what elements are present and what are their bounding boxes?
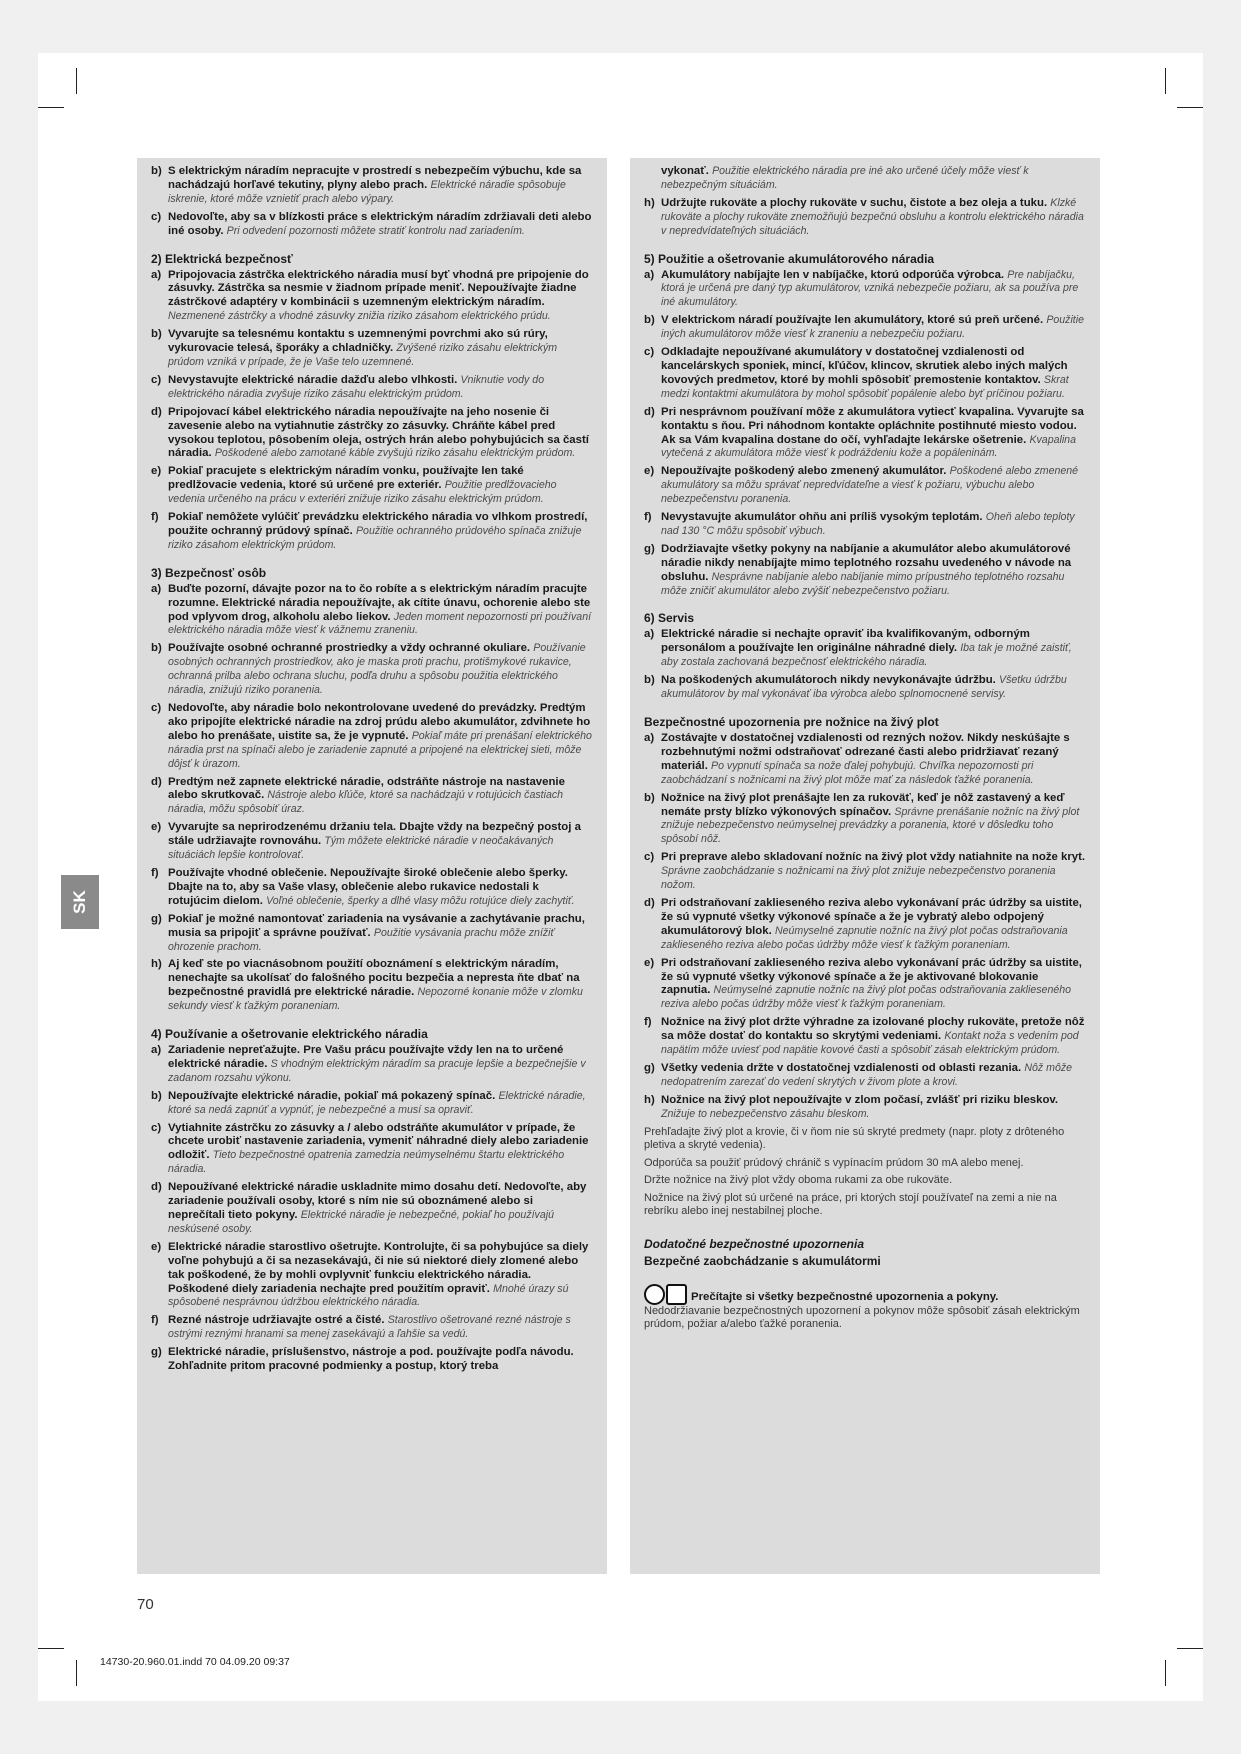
item-italic-text: Nezmenené zástrčky a vhodné zásuvky znižia riziko zásahom elektrického prúdu. [168, 310, 551, 323]
item-italic-text: Nôž môže nedopatrením zarezať do vedení skrytých v živom plote a krovi. [661, 1061, 1073, 1088]
item-bold-text: Nožnice na živý plot držte výhradne za izolované plochy rukoväte, pretože nôž sa môže dostať do kontaktu so skrytými vedeniami. [661, 1016, 1085, 1043]
item-italic-text: Elektrické náradie, ktoré sa nedá zapnúť a vypnúť, je nebezpečné a musí sa opraviť. [168, 1089, 586, 1116]
item-bold-text: Akumulátory nabíjajte len v nabíjačke, ktorú odporúča výrobca. [661, 268, 1005, 281]
item-bold-text: Na poškodených akumulátoroch nikdy nevykonávajte údržbu. [661, 674, 996, 687]
page-number: 70 [137, 1596, 154, 1613]
item-bold-text: Používajte vhodné oblečenie. Nepoužívajte široké oblečenie alebo šperky. Dbajte na to, aby sa Vaše vlasy, oblečenie alebo rukavice nedostali k rotujúcim dielom. [168, 866, 568, 907]
item-bold-text: Elektrické náradie starostlivo ošetrujte. Kontrolujte, či sa pohybujúce sa diely voľne pohybujú a či sa nezasekávajú, či nie sú niektoré diely zlomené alebo tak poškodené, že by mohli ovplyvniť funkciu elektrického náradia. Poškodené diely zariadenia nechajte pred použitím opraviť. [168, 1240, 589, 1295]
item-bold-text: Nevystavujte akumulátor ohňu ani príliš vysokým teplotám. [661, 511, 983, 524]
left-column [137, 158, 607, 1574]
section-heading: Bezpečnostné upozornenia pre nožnice na živý plot [644, 715, 939, 729]
item-letter: c) [644, 851, 655, 864]
item-letter: f) [644, 1016, 652, 1029]
item-bold-text: Nepoužívajte poškodený alebo zmenený akumulátor. [661, 465, 947, 478]
item-letter: d) [151, 1181, 162, 1194]
item-letter: a) [644, 628, 655, 641]
item-bold-text: Pokiaľ nemôžete vylúčiť prevádzku elektrického náradia vo vlhkom prostredí, použite ochranný prúdový spínač. [168, 511, 588, 537]
crop-mark [38, 1648, 64, 1649]
item-italic-text: Znižuje to nebezpečenstvo zásahu bleskom. [661, 1107, 870, 1120]
list-item [644, 1094, 1086, 1122]
paragraph: Nožnice na živý plot sú určené na práce, pri ktorých stojí používateľ na zemi a nie na rebríku alebo inej nestabilnej ploche. [644, 1191, 1057, 1218]
item-bold-text: Nevystavujte elektrické náradie dažďu alebo vlhkosti. [168, 373, 458, 386]
list-item [644, 197, 1086, 239]
item-letter: c) [644, 346, 655, 359]
item-italic-text: Pri odvedení pozornosti môžete stratiť kontrolu nad zariadením. [226, 224, 525, 237]
item-italic-text: Jeden moment nepozornosti pri používaní elektrického náradia môže viesť k vážnemu zraneniu. [168, 610, 592, 637]
language-tab [61, 875, 99, 929]
item-bold-text: Predtým než zapnete elektrické náradie, odstráňte nástroje na nastavenie alebo skrutkovač. [168, 775, 565, 802]
list-item [151, 642, 593, 698]
crop-mark [1165, 68, 1166, 94]
section-heading: 2) Elektrická bezpečnosť [151, 251, 293, 266]
item-letter: e) [644, 956, 655, 969]
item-letter: a) [644, 732, 655, 744]
crop-mark [76, 1660, 77, 1686]
list-item [151, 465, 593, 507]
item-letter: d) [151, 405, 162, 418]
item-italic-text: Neúmyselné zapnutie nožníc na živý plot počas odstraňovania zaklieseného reziva alebo počas údržby môže viesť k ťažkým poraneniam. [661, 984, 1072, 1011]
item-letter: f) [644, 511, 652, 524]
item-italic-text: Neúmyselné zapnutie nožníc na živý plot počas odstraňovania zaklieseného reziva alebo počas údržby môže viesť k ťažkým poraneniam. [661, 924, 1068, 951]
list-item [151, 958, 593, 1014]
list-item [151, 702, 593, 772]
item-bold-text: Vyvarujte sa neprirodzenému držaniu tela. Dbajte vždy na bezpečný postoj a stále udržiavajte rovnováhu. [168, 821, 581, 848]
item-bold-text: Pri odstraňovaní zaklieseného reziva alebo vykonávaní prác údržby sa uistite, že sú vypnuté všetky výkonové spínače a že je aktivované blokovanie zapnutia. [661, 956, 1082, 997]
item-italic-text: Po vypnutí spínača sa nože ďalej pohybujú. Chvíľka nepozornosti pri zaobchádzaní s nožnicami na živý plot môže mať za následok ťažké poranenia. [661, 759, 1034, 786]
item-bold-text: Nepoužívajte elektrické náradie, pokiaľ má pokazený spínač. [168, 1089, 496, 1102]
item-bold-text: Pri preprave alebo skladovaní nožníc na živý plot vždy natiahnite na nože kryt. [661, 851, 1086, 864]
item-letter: d) [151, 775, 162, 788]
item-bold-text: Nedovoľte, aby sa v blízkosti práce s elektrickým náradím zdržiavali deti alebo iné osoby. [168, 210, 592, 237]
item-bold-text: Buďte pozorní, dávajte pozor na to čo robíte a s elektrickým náradím pracujte rozumne. Elektrické náradia nepoužívajte, ak cítite únavu, ochorenie alebo ste pod vplyvom drog, alkoholu alebo liekov. [168, 582, 591, 623]
item-bold-text: S elektrickým náradím nepracujte v prostredí s nebezpečím výbuchu, kde sa nachádzajú horľavé tekutiny, plyny alebo prach. [168, 165, 582, 191]
item-letter: b) [644, 674, 655, 687]
item-bold-text: Nepoužívané elektrické náradie uskladnite mimo dosahu detí. Nedovoľte, aby zariadenie používali osoby, ktoré s ním nie sú oboznámené alebo si neprečítali tieto pokyny. [168, 1181, 587, 1221]
item-italic-text: Kvapalina vytečená z akumulátora môže viesť k podráždeniu kože a popáleninám. [661, 433, 1076, 460]
item-bold-text: Elektrické náradie, príslušenstvo, nástroje a pod. používajte podľa návodu. Zohľadnite pritom pracovné podmienky a postup, ktorý treba [168, 1346, 574, 1373]
item-bold-text: Všetky vedenia držte v dostatočnej vzdialenosti od oblasti rezania. [661, 1061, 1022, 1074]
item-italic-text: Skrat medzi kontaktmi akumulátora by mohol spôsobiť popálenie alebo byť príčinou požiaru. [661, 373, 1069, 400]
item-italic-text: Tieto bezpečnostné opatrenia zamedzia neúmyselnému štartu elektrického náradia. [168, 1149, 565, 1176]
item-bold-text: Nedovoľte, aby náradie bolo nekontrolovane uvedené do prevádzky. Predtým ako pripojíte elektrické náradie na zdroj prúdu alebo akumulátor, zdvihnete ho alebo ho prenášate, uistite sa, že je vypnuté. [168, 702, 591, 742]
list-item [644, 406, 1086, 462]
item-letter: d) [644, 405, 655, 418]
instruction-row [644, 1284, 1086, 1305]
item-letter: c) [151, 1121, 162, 1134]
item-letter: a) [151, 582, 162, 595]
battery-handling-subtitle: Bezpečné zaobchádzanie s akumulátormi [644, 1253, 881, 1268]
list-item [151, 511, 593, 553]
item-italic-text: Použitie ochranného prúdového spínača znižuje riziko zásahom elektrickým prúdom. [168, 524, 582, 551]
item-italic-text: Klzké rukoväte a plochy rukoväte znemožňujú bezpečnú obsluhu a kontrolu elektrického náradia v nepredvídateľných situáciách. [661, 196, 1084, 237]
list-item [644, 314, 1086, 342]
item-italic-text: Elektrické náradie je nebezpečné, pokiaľ ho používajú neskúsené osoby. [168, 1209, 554, 1235]
list-item [151, 328, 593, 370]
list-item [151, 1346, 593, 1374]
section-heading: 5) Použitie a ošetrovanie akumulátorového náradia [644, 251, 935, 266]
item-letter: d) [644, 896, 655, 909]
language-tab-label: SK [70, 890, 89, 914]
list-item [151, 269, 593, 325]
item-letter: f) [151, 1314, 159, 1327]
print-footer: 14730-20.960.01.indd 70 04.09.20 09:37 [100, 1656, 290, 1668]
item-letter: c) [151, 373, 162, 386]
list-item [644, 732, 1086, 788]
item-italic-text: Voľné oblečenie, šperky a dlhé vlasy môžu rotujúce diely zachytiť. [266, 894, 575, 907]
list-item [644, 957, 1086, 1013]
item-bold-text: Pokiaľ pracujete s elektrickým náradím vonku, používajte len také predlžovacie vedenia, ktoré sú určené pre exteriér. [168, 465, 524, 492]
item-letter: a) [151, 268, 162, 281]
list-item [151, 406, 593, 462]
item-italic-text: Nesprávne nabíjanie alebo nabíjanie mimo prípustného teplotného rozsahu môže zničiť akumulátor alebo zvýšiť nebezpečenstvo požiaru. [661, 570, 1065, 597]
list-item [151, 1241, 593, 1311]
right-column [630, 158, 1100, 1574]
item-letter: b) [644, 314, 655, 327]
item-bold-text: Elektrické náradie si nechajte opraviť iba kvalifikovaným, odborným personálom a používajte len originálne náhradné diely. [661, 628, 1030, 655]
list-item [644, 269, 1086, 311]
item-italic-text: Iba tak je možné zaistiť, aby zostala zachovaná bezpečnosť elektrického náradia. [661, 642, 1072, 669]
item-italic-text: Oheň alebo teploty nad 130 °C môžu spôsobiť výbuch. [661, 511, 1075, 537]
item-letter: b) [151, 642, 162, 655]
item-letter: g) [151, 912, 162, 925]
instruction-text: Prečítajte si všetky bezpečnostné upozornenia a pokyny. [691, 1290, 999, 1303]
item-italic-text: Používanie osobných ochranných prostriedkov, ako je maska proti prachu, protišmykové rukavice, ochranná prilba alebo ochrana sluchu, podľa druhu a spôsobu použitia elektrického náradia, znižujú riziko poranenia. [168, 642, 586, 697]
list-item [644, 1016, 1086, 1058]
item-letter: b) [151, 328, 162, 341]
list-item [644, 851, 1086, 893]
paragraph: Držte nožnice na živý plot vždy oboma rukami za obe rukoväte. [644, 1174, 953, 1187]
item-letter: c) [151, 702, 162, 714]
item-bold-text: Dodržiavajte všetky pokyny na nabíjanie a akumulátor alebo akumulátorové náradie nikdy nenabíjajte mimo teplotného rozsahu uvedeného v návode na obsluhu. [661, 542, 1072, 583]
item-letter: b) [151, 1089, 162, 1102]
item-letter: g) [644, 1061, 655, 1074]
instruction-detail: Nedodržiavanie bezpečnostných upozornení a pokynov môže spôsobiť zásah elektrickým prúdom, požiar a/alebo ťažké poranenia. [644, 1304, 1080, 1331]
list-item [151, 211, 593, 239]
list-item [151, 913, 593, 955]
item-letter: b) [151, 165, 162, 177]
item-bold-text: Vyvarujte sa telesnému kontaktu s uzemnenými povrchmi ako sú rúry, vykurovacie telesá, šporáky a chladničky. [168, 328, 548, 355]
item-bold-text: Zostávajte v dostatočnej vzdialenosti od rezných nožov. Nikdy neskúšajte s rozbehnutými nožmi odstraňovať odrezané časti alebo pridržiavať rezaný materiál. [661, 732, 1070, 772]
list-item [644, 346, 1086, 402]
list-item [151, 1122, 593, 1178]
item-letter: e) [151, 821, 162, 834]
item-italic-text: Poškodené alebo zamotané káble zvyšujú riziko zásahu elektrickým prúdom. [214, 447, 576, 460]
item-italic-text: Použitie iných akumulátorov môže viesť k zraneniu a nebezpečiu požiaru. [661, 314, 1085, 341]
instruction-icons [644, 1284, 687, 1305]
list-item [151, 1044, 593, 1086]
item-letter: e) [644, 465, 655, 478]
item-letter: h) [644, 196, 655, 209]
item-italic-text: Tým môžete elektrické náradie v neočakávaných situáciách lepšie kontrolovať. [168, 835, 554, 862]
item-letter: f) [151, 866, 159, 879]
list-item [644, 1062, 1086, 1090]
item-italic-text: Poškodené alebo zmenené akumulátory sa môžu správať nepredvídateľne a viesť k požiaru, výbuchu alebo nebezpečenstvu poranenia. [661, 465, 1079, 506]
item-italic-text: Použitie elektrického náradia pre iné ako určené účely môže viesť k nebezpečným situáciám. [661, 165, 1029, 191]
item-letter: c) [151, 210, 162, 223]
item-italic-text: S vhodným elektrickým náradím sa pracuje lepšie a bezpečnejšie v zadanom rozsahu výkonu. [168, 1057, 586, 1084]
list-item [151, 583, 593, 639]
item-letter: h) [644, 1093, 655, 1106]
list-item [151, 1181, 593, 1237]
item-bold-text: Používajte osobné ochranné prostriedky a vždy ochranné okuliare. [168, 642, 531, 655]
item-bold-text: Odkladajte nepoužívané akumulátory v dostatočnej vzdialenosti od kancelárskych sponiek, mincí, kľúčov, klincov, skrutiek alebo iných malých kovových predmetov, ktoré by mohli spôsobiť premostenie kontaktov. [661, 346, 1068, 386]
list-item [151, 165, 593, 207]
item-bold-text: Vytiahnite zástrčku zo zásuvky a / alebo odstráňte akumulátor v prípade, že chcete urobiť nastavenie zariadenia, vymeniť náhradné diely alebo zariadenie odložiť. [168, 1121, 589, 1162]
paragraph: Prehľadajte živý plot a krovie, či v ňom nie sú skryté predmety (napr. ploty z drôteného pletiva a skryté vedenia). [644, 1125, 1065, 1152]
manual-book-icon [666, 1284, 687, 1305]
item-italic-text: Vniknutie vody do elektrického náradia zvyšuje riziko zásahu elektrickým prúdom. [168, 373, 545, 400]
item-bold-text: Udržujte rukoväte a plochy rukoväte v suchu, čistote a bez oleja a tuku. [661, 196, 1048, 209]
list-item [644, 543, 1086, 599]
item-bold-text: Pokiaľ je možné namontovať zariadenia na vysávanie a zachytávanie prachu, musia sa pripojiť a správne používať. [168, 912, 585, 939]
item-letter: g) [644, 542, 655, 555]
item-bold-text: Nožnice na živý plot prenášajte len za rukoväť, keď je nôž zastavený a keď nemáte prsty blízko výkonových spínačov. [661, 791, 1065, 818]
item-letter: b) [644, 791, 655, 804]
item-letter: f) [151, 511, 159, 524]
crop-mark [1177, 1648, 1203, 1649]
item-italic-text: Pre nabíjačku, ktorá je určená pre daný typ akumulátorov, vzniká nebezpečie požiaru, ak sa používa pre iné akumulátory. [661, 268, 1079, 309]
read-instructions-item [644, 1284, 1086, 1333]
item-letter: a) [151, 1044, 162, 1057]
item-bold-text: Aj keď ste po viacnásobnom použití oboznámení s elektrickým náradím, nenechajte sa ukolísať do falošného pocitu bezpečia a nepresta ňte dbať na bezpečnostné pravidlá pre elektrické náradie. [168, 958, 580, 999]
crop-mark [1165, 1660, 1166, 1686]
list-item [151, 374, 593, 402]
item-italic-text: Použitie vysávania prachu môže znížiť ohrozenie prachom. [168, 926, 555, 953]
list-item [644, 674, 1086, 702]
item-letter: a) [644, 268, 655, 281]
item-bold-text: Nožnice na živý plot nepoužívajte v zlom počasí, zvlášť pri riziku bleskov. [661, 1093, 1059, 1106]
crop-mark [76, 68, 77, 94]
item-bold-text: V elektrickom náradí používajte len akumulátory, ktoré sú preň určené. [661, 314, 1044, 327]
list-item [151, 821, 593, 863]
additional-safety-title: Dodatočné bezpečnostné upozornenia [644, 1236, 865, 1251]
crop-mark [38, 107, 64, 108]
crop-mark [1177, 107, 1203, 108]
item-italic-text: Mnohé úrazy sú spôsobené nesprávnou údržbou elektrického náradia. [168, 1282, 569, 1309]
item-bold-text: Rezné nástroje udržiavajte ostré a čisté. [168, 1314, 385, 1327]
item-bold-text: Pripojovacia zástrčka elektrického náradia musí byť vhodná pre pripojenie do zásuvky. Zástrčka sa nesmie v žiadnom prípade meniť. Nepoužívajte žiadne zástrčkové adaptéry v kombinácii s uzemneným elektrickým náradím. [168, 268, 589, 309]
section-heading: 6) Servis [644, 611, 695, 626]
list-item [151, 1090, 593, 1118]
warning-symbol-icon [644, 1284, 665, 1305]
paragraph: Odporúča sa použiť prúdový chránič s vypínacím prúdom 30 mA alebo menej. [644, 1156, 1024, 1169]
item-italic-text: Elektrické náradie spôsobuje iskrenie, ktoré môže vznietiť prach alebo výpary. [168, 178, 566, 205]
item-italic-text: Všetku údržbu akumulátorov by mal vykonávať iba výrobca alebo splnomocnené servisy. [661, 674, 1067, 701]
item-italic-text: Kontakt noža s vedením pod napätím môže uviesť pod napätie kovové časti a spôsobiť zásah elektrickým prúdom. [661, 1030, 1079, 1057]
item-italic-text: Zvýšené riziko zásahu elektrickým prúdom vzniká v prípade, že je Vaše telo uzemnené. [168, 342, 558, 368]
item-bold-text: Pri odstraňovaní zaklieseného reziva alebo vykonávaní prác údržby sa uistite, že sú vypnuté všetky výkonové spínače a že je vybratý alebo odpojený akumulátorový blok. [661, 896, 1082, 937]
item-bold-text: Pri nesprávnom používaní môže z akumulátora vytiecť kvapalina. Vyvarujte sa kontaktu s ňou. Pri náhodnom kontakte opláchnite postihnuté miesto vodou. Ak sa Vám kvapalina dostane do očí, vyhľadajte lekárske ošetrenie. [661, 405, 1084, 446]
list-item-continued [644, 165, 1086, 193]
item-bold-text: Zariadenie nepreťažujte. Pre Vašu prácu používajte vždy len na to určené elektrické náradie. [168, 1044, 564, 1070]
section-heading: 3) Bezpečnosť osôb [151, 565, 267, 580]
list-item [151, 867, 593, 909]
item-italic-text: Použitie predlžovacieho vedenia určeného na prácu v exteriéri znižuje riziko zásahu elektrickým prúdom. [168, 479, 557, 506]
list-item [644, 628, 1086, 670]
item-letter: g) [151, 1346, 162, 1359]
list-item [151, 776, 593, 818]
item-letter: h) [151, 958, 162, 971]
list-item [644, 465, 1086, 507]
list-item [644, 511, 1086, 539]
item-italic-text: Správne prenášanie nožníc na živý plot znižuje nebezpečenstvo neúmyselnej prevádzky a poranenia, ktoré v dôsledku toho spôsobí nôž. [661, 805, 1080, 846]
section-heading: 4) Používanie a ošetrovanie elektrického náradia [151, 1027, 428, 1042]
item-italic-text: Nepozorné konanie môže v zlomku sekundy viesť k ťažkým poraneniam. [168, 986, 583, 1013]
item-italic-text: Nástroje alebo kľúče, ktoré sa nachádzajú v rotujúcich častiach náradia, môžu spôsobiť úraz. [168, 789, 564, 816]
item-bold-text: Pripojovací kábel elektrického náradia nepoužívajte na jeho nosenie či zavesenie alebo na vytiahnutie zástrčky zo zásuvky. Chráňte kábel pred vysokou teplotou, pôsobením oleja, ostrých hrán alebo pohybujúcich sa častí náradia. [168, 405, 589, 460]
item-letter: e) [151, 465, 162, 478]
item-italic-text: Pokiaľ máte pri prenášaní elektrického náradia prst na spínači alebo je zariadenie zapnuté a pripojené na elektrickej sieti, môže dôjsť k úrazom. [168, 729, 592, 770]
item-italic-text: Správne zaobchádzanie s nožnicami na živý plot znižuje nebezpečenstvo poranenia nožom. [661, 865, 1056, 892]
item-letter: e) [151, 1240, 162, 1253]
item-italic-text: Starostlivo ošetrované rezné nástroje s ostrými reznými hranami sa menej zasekávajú a ľahšie sa vedú. [168, 1314, 571, 1341]
list-item [644, 792, 1086, 848]
list-item [151, 1314, 593, 1342]
item-bold-text: vykonať. [661, 165, 709, 177]
list-item [644, 897, 1086, 953]
